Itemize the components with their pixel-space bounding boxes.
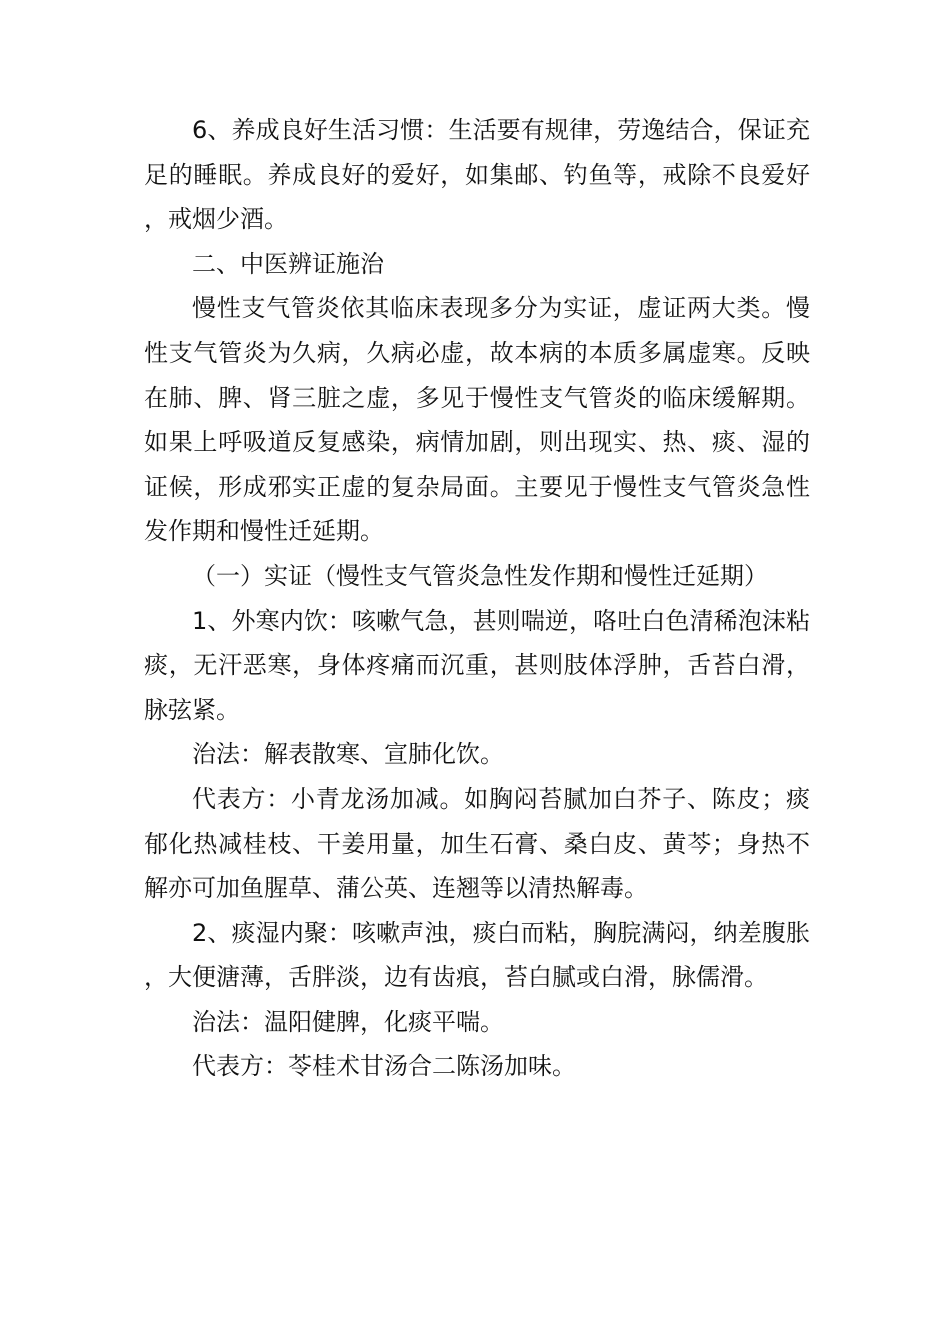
paragraph-external-cold-internal-fluid: 1、外寒内饮：咳嗽气急，甚则喘逆，咯吐白色清稀泡沫粘痰，无汗恶寒，身体疼痛而沉重，甚则肢体浮肿，舌苔白滑，脉弦紧。 bbox=[144, 606, 810, 724]
paragraph-representative-formula-2: 代表方：苓桂术甘汤合二陈汤加味。 bbox=[192, 1052, 576, 1081]
paragraph-treatment-method-1: 治法：解表散寒、宣肺化饮。 bbox=[192, 740, 504, 769]
paragraph-treatment-method-2: 治法：温阳健脾，化痰平喘。 bbox=[192, 1007, 504, 1036]
paragraph-phlegm-dampness: 2、痰湿内聚：咳嗽声浊，痰白而粘，胸脘满闷，纳差腹胀，大便溏薄，舌胖淡，边有齿痕，苔白腻或白滑，脉儒滑。 bbox=[144, 918, 810, 992]
paragraph-tcm-overview: 慢性支气管炎依其临床表现多分为实证，虚证两大类。慢性支气管炎为久病，久病必虚，故本病的本质多属虚寒。反映在肺、脾、肾三脏之虚，多见于慢性支气管炎的临床缓解期。如果上呼吸道反复感染，病情加剧，则出现实、热、痰、湿的证候，形成邪实正虚的复杂局面。主要见于慢性支气管炎急性发作期和慢性迁延期。 bbox=[144, 294, 810, 546]
section-heading-tcm-treatment: 二、中医辨证施治 bbox=[192, 249, 384, 278]
document-body bbox=[144, 108, 810, 1089]
paragraph-representative-formula-1: 代表方：小青龙汤加减。如胸闷苔腻加白芥子、陈皮；痰郁化热减桂枝、干姜用量，加生石膏、桑白皮、黄芩；身热不解亦可加鱼腥草、蒲公英、连翘等以清热解毒。 bbox=[144, 784, 810, 903]
subsection-heading-excess-syndrome: （一）实证（慢性支气管炎急性发作期和慢性迁延期） bbox=[192, 561, 768, 590]
paragraph-lifestyle-habits: 6、养成良好生活习惯：生活要有规律，劳逸结合，保证充足的睡眠。养成良好的爱好，如集邮、钓鱼等，戒除不良爱好，戒烟少酒。 bbox=[144, 116, 810, 234]
